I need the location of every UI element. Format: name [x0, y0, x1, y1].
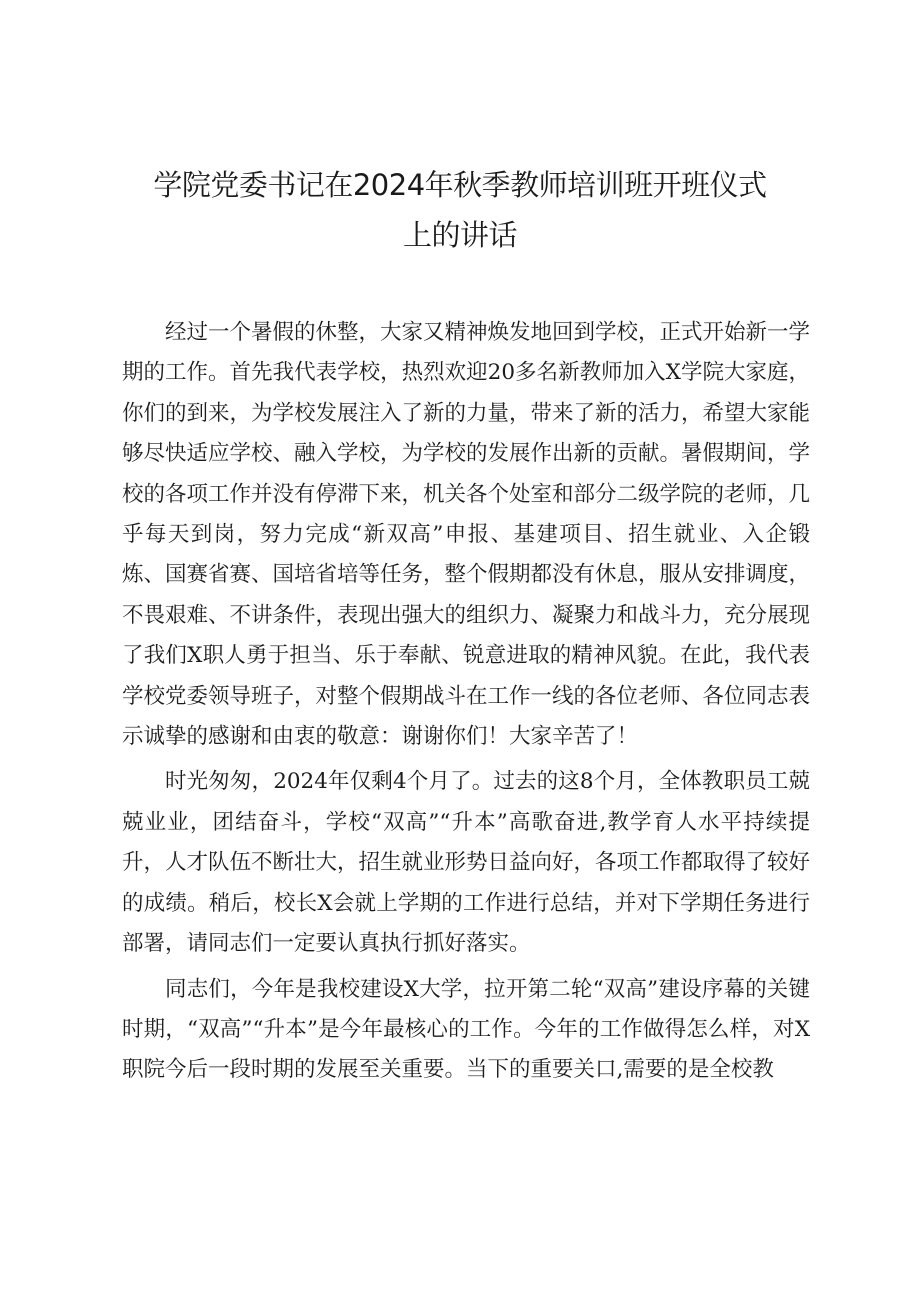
speech-body — [122, 313, 810, 1096]
paragraph: 经过一个暑假的休整，大家又精神焕发地回到学校，正式开始新一学期的工作。首先我代表学校，热烈欢迎20多名新教师加入X学院大家庭，你们的到来，为学校发展注入了新的力量，带来了新的活力，希望大家能够尽快适应学校、融入学校，为学校的发展作出新的贡献。暑假期间，学校的各项工作并没有停滞下来，机关各个处室和部分二级学院的老师，几乎每天到岗，努力完成“新双高”申报、基建项目、招生就业、入企锻炼、国赛省赛、国培省培等任务，整个假期都没有休息，服从安排调度，不畏艰难、不讲条件，表现出强大的组织力、凝聚力和战斗力，充分展现了我们X职人勇于担当、乐于奉献、锐意进取的精神风貌。在此，我代表学校党委领导班子，对整个假期战斗在工作一线的各位老师、各位同志表示诚挚的感谢和由衷的敬意：谢谢你们！大家辛苦了！ — [122, 320, 811, 750]
page-title: 学院党委书记在2024年秋季教师培训班开班仪式上的讲话 — [153, 168, 767, 252]
paragraph: 同志们，今年是我校建设X大学，拉开第二轮“双高”建设序幕的关键时期，“双高”“升本”是今年最核心的工作。今年的工作做得怎么样，对X职院今后一段时期的发展至关重要。当下的重要关口,需要的是全校教 — [122, 976, 810, 1083]
paragraph: 时光匆匆，2024年仅剩4个月了。过去的这8个月，全体教职员工兢兢业业，团结奋斗，学校“双高”“升本”高歌奋进,教学育人水平持续提升，人才队伍不断壮大，招生就业形势日益向好，各项工作都取得了较好的成绩。稍后，校长X会就上学期的工作进行总结，并对下学期任务进行部署，请同志们一定要认真执行抓好落实。 — [122, 769, 811, 957]
